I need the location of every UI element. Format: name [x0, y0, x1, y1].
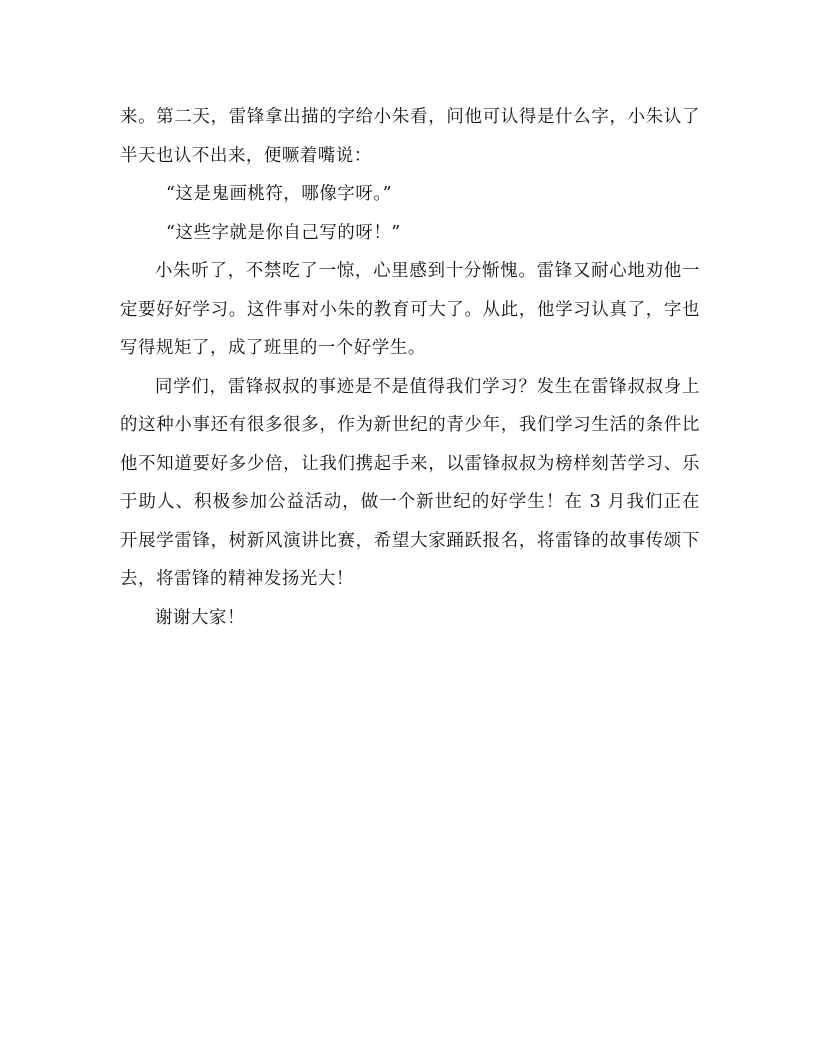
paragraph-continuation: 来。第二天，雷锋拿出描的字给小朱看，问他可认得是什么字，小朱认了半天也认不出来，便噘着嘴说：: [120, 107, 700, 166]
document-body: [120, 98, 700, 637]
paragraph-call-to-action: 同学们，雷锋叔叔的事迹是不是值得我们学习？发生在雷锋叔叔身上的这种小事还有很多很多，作为新世纪的青少年，我们学习生活的条件比他不知道要好多少倍，让我们携起手来，以雷锋叔叔为榜样刻苦学习、乐于助人、积极参加公益活动，做一个新世纪的好学生！在 3 月我们正在开展学雷锋，树新风演讲比赛，希望大家踊跃报名，将雷锋的故事传颂下去，将雷锋的精神发扬光大！: [120, 376, 700, 589]
paragraph-story-ending: 小朱听了，不禁吃了一惊，心里感到十分惭愧。雷锋又耐心地劝他一定要好好学习。这件事对小朱的教育可大了。从此，他学习认真了，字也写得规矩了，成了班里的一个好学生。: [120, 261, 700, 358]
paragraph-closing-thanks: 谢谢大家！: [155, 607, 245, 628]
paragraph-quote-2: “这些字就是你自己写的呀！”: [166, 222, 401, 243]
paragraph-quote-1: “这是鬼画桃符，哪像字呀。”: [166, 184, 393, 204]
